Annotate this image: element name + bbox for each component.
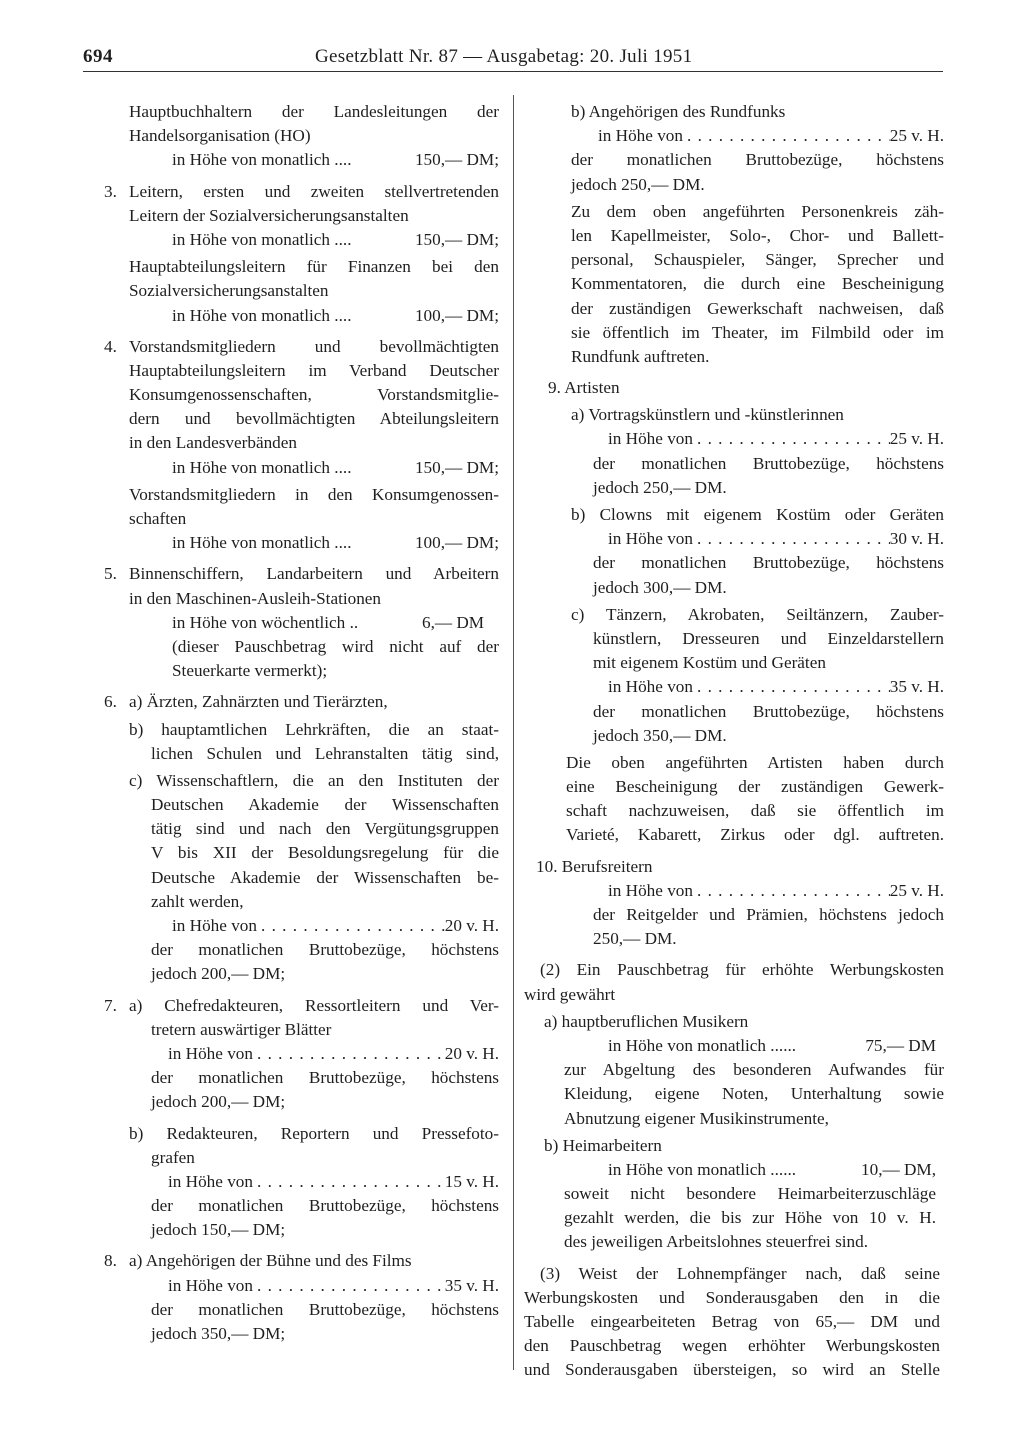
text-line: jedoch 300,— DM. [593,577,727,597]
text-line: in den Landesverbänden [129,433,297,453]
amount-value: 25 v. H. [889,429,944,449]
item-number: 4. [104,336,117,356]
column-divider [513,95,514,1370]
text-line: a) Angehörigen der Bühne und des Films [129,1251,412,1271]
text-line: a) hauptberuflichen Musikern [544,1011,749,1031]
amount-label: in Höhe von [608,677,693,697]
text-line: 250,— DM. [593,929,677,949]
amount-label: in Höhe von monatlich .... [172,533,352,553]
text-line: Abnutzung eigener Musikinstrumente, [564,1108,829,1128]
text-line: und Sonderausgaben übersteigen, so wird an Stelle [524,1360,940,1380]
text-line: Hauptbuchhaltern der Landesleitungen der [129,102,499,121]
paragraph-2-line: (2) Ein Pauschbetrag für erhöhte Werbungskosten [540,960,944,980]
text-line: jedoch 250,— DM. [593,477,727,497]
text-line: jedoch 350,— DM. [593,725,727,745]
text-line: der monatlichen Bruttobezüge, höchstens [151,1196,499,1216]
text-line: der monatlichen Bruttobezüge, höchstens [593,453,944,473]
text-line: Vorstandsmitgliedern und bevollmächtigten [129,336,499,356]
running-head: Gesetzblatt Nr. 87 — Ausgabetag: 20. Juli 1951 [315,46,693,67]
text-line: lichen Schulen und Lehranstalten tätig sind, [151,743,499,763]
text-line: Leitern, ersten und zweiten stellvertretenden [129,181,499,201]
leader-dots [253,1042,445,1066]
text-line: der monatlichen Bruttobezüge, höchstens [151,1068,499,1088]
amount-line [608,427,944,451]
text-line: der zuständigen Gewerkschaft nachweisen, daß [571,298,944,318]
amount-line [172,611,499,635]
text-line: der monatlichen Bruttobezüge, höchstens [571,150,944,170]
text-line: wird gewährt [524,984,616,1004]
amount-line [168,1170,499,1194]
text-line: c) Wissenschaftlern, die an den Instituten der [129,770,499,790]
text-line: den Pauschbetrag wegen erhöhter Werbungskosten [524,1336,940,1356]
amount-label: in Höhe von monatlich ...... [608,1159,797,1179]
text-line: Binnenschiffern, Landarbeitern und Arbeitern [129,564,499,584]
text-line: der monatlichen Bruttobezüge, höchstens [593,553,944,573]
amount-label: in Höhe von [608,529,693,549]
amount-line [172,228,499,252]
text-line: der monatlichen Bruttobezüge, höchstens [593,701,944,721]
text-line: Zu dem oben angeführten Personenkreis zäh- [571,201,944,221]
text-line: Hauptabteilungsleitern für Finanzen bei den [129,257,499,277]
amount-label: in Höhe von [608,429,693,449]
list-item-8 [104,1249,499,1273]
text-line: a) Ärzten, Zahnärzten und Tierärzten, [129,692,388,712]
text-line: Kommentatoren, die durch eine Bescheinigung [571,274,944,294]
text-line: Leitern der Sozialversicherungsanstalten [129,205,409,225]
text-line: des jeweiligen Arbeitslohnes steuerfrei sind. [564,1232,869,1252]
text-line: c) Tänzern, Akrobaten, Seiltänzern, Zauber- [571,604,944,624]
text-line: jedoch 150,— DM; [151,1220,286,1240]
amount-value: 30 v. H. [889,529,944,549]
text-line: Varieté, Kabarett, Zirkus oder dgl. auftreten. [566,825,944,845]
amount-line [172,456,499,480]
text-line: soweit nicht besondere Heimarbeiterzuschläge [564,1184,936,1204]
text-line: zur Abgeltung des besonderen Aufwandes für [564,1060,944,1080]
text-line: jedoch 200,— DM; [151,1092,286,1112]
amount-value: 20 v. H. [444,1043,499,1063]
text-line: b) Redakteuren, Reportern und Pressefoto- [129,1123,499,1143]
text-line: Hauptabteilungsleitern im Verband Deutscher [129,360,499,380]
list-item-5 [104,562,499,586]
text-line: V bis XII der Besoldungsregelung für die [151,843,499,863]
text-line: len Kapellmeister, Solo-, Chor- und Ballett- [571,225,944,245]
text-line: Die oben angeführten Artisten haben durch [566,752,944,772]
amount-label: in Höhe von [168,1043,253,1063]
text-line: tretern auswärtiger Blätter [151,1019,332,1039]
amount-value: 35 v. H. [444,1275,499,1295]
text-line: eine Bescheinigung der zuständigen Gewerk- [566,777,944,797]
amount-line [608,527,944,551]
amount-line [172,531,499,555]
list-item-6 [104,690,499,714]
amount-value: 150,— DM; [414,457,499,477]
amount-value: 15 v. H. [444,1171,499,1191]
text-line: zahlt werden, [151,891,244,911]
text-line: schaft nachzuweisen, daß sie öffentlich im [566,801,944,821]
text-line: b) Heimarbeitern [544,1135,662,1155]
item-number: 6. [104,692,117,712]
text-line: künstlern, Dresseuren und Einzeldarstellern [593,628,944,648]
amount-label: in Höhe von [598,126,683,146]
amount-value: 100,— DM; [414,533,499,553]
amount-label: in Höhe von [608,880,693,900]
leader-dots [683,124,890,148]
section-heading: 9. Artisten [548,378,620,398]
amount-line [172,148,499,172]
text-line: der monatlichen Bruttobezüge, höchstens [151,1299,499,1319]
text-line: der Reitgelder und Prämien, höchstens jedoch [593,905,944,924]
text-line: Kleidung, eigene Noten, Unterhaltung sowie [564,1084,944,1104]
amount-line [608,675,944,699]
list-item-7 [104,994,499,1018]
text-line: Sozialversicherungsanstalten [129,281,329,301]
right-column [524,100,944,1383]
header-rule [83,71,943,72]
text-line: Konsumgenossenschaften, Vorstandsmitglie- [129,385,499,405]
text-line: a) Vortragskünstlern und -künstlerinnen [571,405,844,425]
amount-label: in Höhe von monatlich .... [172,229,352,249]
amount-label: in Höhe von [168,1171,253,1191]
amount-line [608,879,944,903]
amount-line [172,304,499,328]
leader-dots [693,527,890,551]
text-line: gezahlt werden, die bis zur Höhe von 10 v. H. [564,1208,936,1228]
amount-line [168,1042,499,1066]
amount-line [608,1158,936,1182]
leader-dots [257,914,445,938]
amount-value: 150,— DM; [414,229,499,249]
text-line: der monatlichen Bruttobezüge, höchstens [151,940,499,960]
amount-label: in Höhe von monatlich .... [172,150,352,170]
amount-line [172,914,499,938]
amount-value: 75,— DM [865,1035,936,1055]
text-line: Tabelle eingearbeiteten Betrag von 65,— DM und [524,1312,940,1331]
section-heading: 10. Berufsreitern [536,856,653,876]
text-line: Handelsorganisation (HO) [129,126,311,146]
text-line: a) Chefredakteuren, Ressortleitern und Ver- [129,995,499,1015]
amount-value: 10,— DM, [861,1159,936,1179]
amount-line [598,124,944,148]
amount-value: 6,— DM [422,612,485,632]
leader-dots [253,1170,445,1194]
text-line: jedoch 250,— DM. [571,174,705,194]
amount-value: 25 v. H. [889,126,944,146]
leader-dots [693,427,890,451]
amount-label: in Höhe von [168,1275,253,1295]
text-line: in den Maschinen-Ausleih-Stationen [129,588,382,608]
text-line: Rundfunk auftreten. [571,346,710,366]
item-number: 5. [104,564,117,584]
text-line: jedoch 200,— DM; [151,964,286,984]
page-header [83,44,943,72]
text-line: mit eigenem Kostüm und Geräten [593,653,826,673]
text-line: grafen [151,1147,195,1167]
amount-label: in Höhe von monatlich ...... [608,1035,797,1055]
text-line: jedoch 350,— DM; [151,1324,286,1343]
item-number: 7. [104,995,117,1015]
amount-line [168,1274,499,1298]
list-item-3 [104,180,499,204]
amount-value: 150,— DM; [414,150,499,170]
amount-value: 20 v. H. [444,916,499,935]
amount-label: in Höhe von monatlich .... [172,457,352,477]
text-line: Deutschen Akademie der Wissenschaften [151,795,499,815]
text-line: Steuerkarte vermerkt); [172,661,328,681]
text-line: dern und bevollmächtigten Abteilungsleitern [129,409,499,429]
text-line: b) Angehörigen des Rundfunks [571,102,786,121]
text-line: (dieser Pauschbetrag wird nicht auf der [172,636,499,656]
leader-dots [253,1274,445,1298]
text-line: schaften [129,509,187,528]
left-column [104,100,499,1346]
text-line: tätig sind und nach den Vergütungsgruppen [151,819,499,839]
leader-dots [693,675,890,699]
text-line: Deutsche Akademie der Wissenschaften be- [151,867,499,887]
paragraph-3-line: (3) Weist der Lohnempfänger nach, daß seine [540,1263,940,1283]
amount-label: in Höhe von [172,916,257,935]
text-line: sie öffentlich im Theater, im Filmbild oder im [571,322,944,342]
item-number: 8. [104,1251,117,1271]
amount-value: 100,— DM; [414,305,499,325]
item-number: 3. [104,181,117,201]
leader-dots [693,879,890,903]
amount-value: 25 v. H. [889,880,944,900]
text-line: b) Clowns mit eigenem Kostüm oder Geräten [571,505,944,524]
text-line: b) hauptamtlichen Lehrkräften, die an staat- [129,719,499,739]
amount-label: in Höhe von wöchentlich .. [172,612,359,632]
text-line: Vorstandsmitgliedern in den Konsumgenossen- [129,484,499,504]
amount-value: 35 v. H. [889,677,944,697]
text-line: personal, Schauspieler, Sänger, Sprecher und [571,250,944,270]
amount-line [608,1034,936,1058]
list-item-4 [104,335,499,359]
page-number: 694 [83,46,113,67]
amount-label: in Höhe von monatlich .... [172,305,352,325]
text-line: Werbungskosten und Sonderausgaben den in die [524,1287,940,1307]
